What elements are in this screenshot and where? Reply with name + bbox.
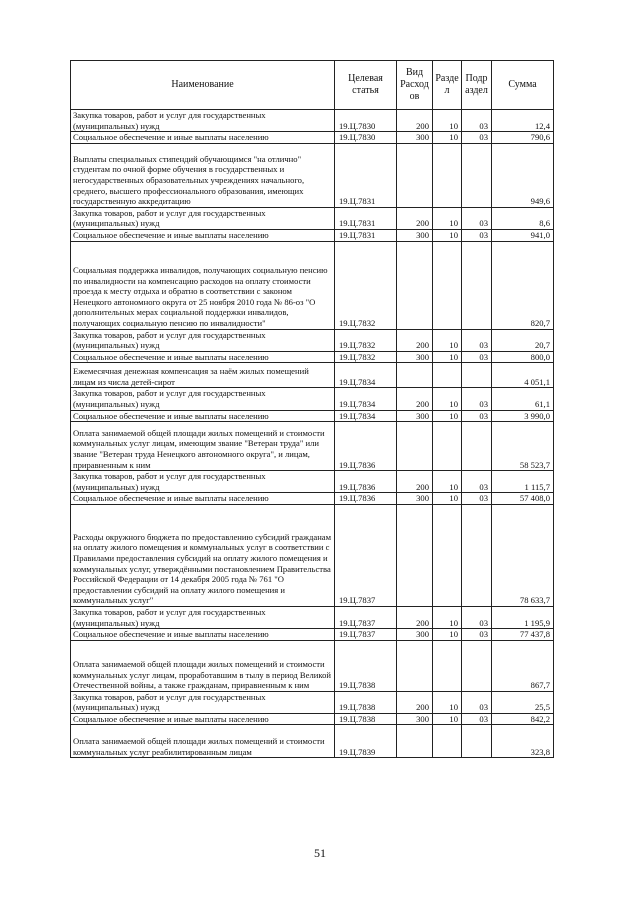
row-name-cell: Оплата занимаемой общей площади жилых помещений и стоимости коммунальных услуг лицам, имеющим звание "Ветеран труда" или звание "Ветеран труда Ненецкого автономного округа", и лицам, приравненным к ним — [71, 422, 335, 471]
table-row — [71, 110, 554, 132]
row-article-cell: 19.Ц.7834 — [335, 410, 397, 422]
row-name-cell: Закупка товаров, работ и услуг для государственных (муниципальных) нужд — [71, 329, 335, 351]
row-article-cell: 19.Ц.7834 — [335, 388, 397, 410]
row-expense-type-cell: 300 — [397, 410, 433, 422]
row-expense-type-cell — [397, 143, 433, 207]
row-article-cell: 19.Ц.7831 — [335, 207, 397, 229]
table-row — [71, 725, 554, 758]
row-expense-type-cell: 200 — [397, 691, 433, 713]
header-name: Наименование — [71, 61, 335, 110]
row-section-cell: 10 — [433, 713, 462, 725]
row-expense-type-cell: 200 — [397, 606, 433, 628]
row-sum-cell: 58 523,7 — [492, 422, 554, 471]
row-sum-cell: 25,5 — [492, 691, 554, 713]
row-name-cell: Социальное обеспечение и иные выплаты населению — [71, 493, 335, 505]
row-name-cell: Социальная поддержка инвалидов, получающих социальную пенсию по инвалидности на компенсацию расходов на оплату стоимости проезда к месту отдыха и обратно в соответствии с законом Ненецкого автономного округа от 25 ноября 2010 года № 86-оз "О дополнительных мерах социальной поддержки инвалидов, получающих социальную пенсию по инвалидности" — [71, 241, 335, 329]
row-expense-type-cell: 300 — [397, 713, 433, 725]
row-section-cell — [433, 143, 462, 207]
row-subsection-cell: 03 — [462, 713, 492, 725]
row-subsection-cell: 03 — [462, 691, 492, 713]
row-section-cell: 10 — [433, 132, 462, 144]
row-article-cell: 19.Ц.7830 — [335, 110, 397, 132]
row-expense-type-cell: 300 — [397, 493, 433, 505]
row-article-cell: 19.Ц.7838 — [335, 640, 397, 691]
row-name-cell: Закупка товаров, работ и услуг для государственных (муниципальных) нужд — [71, 606, 335, 628]
header-expense-type: Вид Расход ов — [397, 61, 433, 110]
row-name-cell: Социальное обеспечение и иные выплаты населению — [71, 132, 335, 144]
table-row — [71, 351, 554, 363]
row-expense-type-cell: 200 — [397, 110, 433, 132]
row-subsection-cell — [462, 640, 492, 691]
row-subsection-cell: 03 — [462, 132, 492, 144]
row-expense-type-cell — [397, 725, 433, 758]
row-section-cell: 10 — [433, 691, 462, 713]
row-section-cell: 10 — [433, 351, 462, 363]
budget-table-container — [70, 60, 553, 758]
row-sum-cell: 4 051,1 — [492, 363, 554, 388]
row-article-cell: 19.Ц.7838 — [335, 713, 397, 725]
row-sum-cell: 800,0 — [492, 351, 554, 363]
header-section: Разде л — [433, 61, 462, 110]
row-sum-cell: 20,7 — [492, 329, 554, 351]
row-section-cell: 10 — [433, 207, 462, 229]
row-section-cell: 10 — [433, 471, 462, 493]
row-subsection-cell: 03 — [462, 493, 492, 505]
row-section-cell: 10 — [433, 229, 462, 241]
row-sum-cell: 820,7 — [492, 241, 554, 329]
row-name-cell: Ежемесячная денежная компенсация за наём жилых помещений лицам из числа детей-сирот — [71, 363, 335, 388]
budget-table — [70, 60, 554, 758]
row-subsection-cell — [462, 363, 492, 388]
row-name-cell: Социальное обеспечение и иные выплаты населению — [71, 351, 335, 363]
row-expense-type-cell: 200 — [397, 207, 433, 229]
table-header-row — [71, 61, 554, 110]
row-article-cell: 19.Ц.7838 — [335, 691, 397, 713]
row-section-cell — [433, 363, 462, 388]
row-section-cell: 10 — [433, 629, 462, 641]
row-sum-cell: 3 990,0 — [492, 410, 554, 422]
row-article-cell: 19.Ц.7832 — [335, 351, 397, 363]
row-sum-cell: 867,7 — [492, 640, 554, 691]
row-subsection-cell — [462, 241, 492, 329]
table-row — [71, 493, 554, 505]
row-name-cell: Закупка товаров, работ и услуг для государственных (муниципальных) нужд — [71, 110, 335, 132]
row-article-cell: 19.Ц.7836 — [335, 471, 397, 493]
row-article-cell: 19.Ц.7831 — [335, 229, 397, 241]
row-section-cell: 10 — [433, 110, 462, 132]
row-section-cell — [433, 725, 462, 758]
row-sum-cell: 12,4 — [492, 110, 554, 132]
table-row — [71, 143, 554, 207]
table-row — [71, 640, 554, 691]
header-subsection: Подр аздел — [462, 61, 492, 110]
row-subsection-cell: 03 — [462, 329, 492, 351]
row-section-cell: 10 — [433, 606, 462, 628]
row-subsection-cell: 03 — [462, 629, 492, 641]
row-article-cell: 19.Ц.7830 — [335, 132, 397, 144]
row-section-cell: 10 — [433, 493, 462, 505]
row-section-cell — [433, 241, 462, 329]
row-name-cell: Закупка товаров, работ и услуг для государственных (муниципальных) нужд — [71, 471, 335, 493]
table-row — [71, 422, 554, 471]
row-subsection-cell: 03 — [462, 207, 492, 229]
row-article-cell: 19.Ц.7837 — [335, 504, 397, 606]
header-article: Целевая статья — [335, 61, 397, 110]
row-name-cell: Социальное обеспечение и иные выплаты населению — [71, 629, 335, 641]
row-sum-cell: 78 633,7 — [492, 504, 554, 606]
row-name-cell: Социальное обеспечение и иные выплаты населению — [71, 410, 335, 422]
row-article-cell: 19.Ц.7834 — [335, 363, 397, 388]
row-article-cell: 19.Ц.7837 — [335, 606, 397, 628]
row-name-cell: Оплата занимаемой общей площади жилых помещений и стоимости коммунальных услуг лицам, проработавшим в тылу в период Великой Отечественной войны, а также гражданам, приравненным к ним — [71, 640, 335, 691]
table-row — [71, 713, 554, 725]
row-subsection-cell: 03 — [462, 410, 492, 422]
row-expense-type-cell: 300 — [397, 629, 433, 641]
table-row — [71, 410, 554, 422]
row-name-cell: Оплата занимаемой общей площади жилых помещений и стоимости коммунальных услуг реабилитированным лицам — [71, 725, 335, 758]
row-expense-type-cell — [397, 504, 433, 606]
row-subsection-cell: 03 — [462, 388, 492, 410]
row-article-cell: 19.Ц.7832 — [335, 241, 397, 329]
row-subsection-cell: 03 — [462, 471, 492, 493]
row-subsection-cell — [462, 422, 492, 471]
table-row — [71, 241, 554, 329]
table-row — [71, 504, 554, 606]
row-subsection-cell: 03 — [462, 351, 492, 363]
row-name-cell: Закупка товаров, работ и услуг для государственных (муниципальных) нужд — [71, 691, 335, 713]
row-article-cell: 19.Ц.7831 — [335, 143, 397, 207]
row-expense-type-cell: 300 — [397, 132, 433, 144]
row-article-cell: 19.Ц.7832 — [335, 329, 397, 351]
row-expense-type-cell — [397, 241, 433, 329]
row-section-cell: 10 — [433, 388, 462, 410]
row-expense-type-cell — [397, 422, 433, 471]
row-sum-cell: 57 408,0 — [492, 493, 554, 505]
row-expense-type-cell: 200 — [397, 388, 433, 410]
row-subsection-cell — [462, 725, 492, 758]
row-subsection-cell: 03 — [462, 110, 492, 132]
row-subsection-cell: 03 — [462, 606, 492, 628]
row-subsection-cell — [462, 504, 492, 606]
page-number: 51 — [314, 846, 326, 860]
row-subsection-cell: 03 — [462, 229, 492, 241]
row-article-cell: 19.Ц.7836 — [335, 422, 397, 471]
row-sum-cell: 8,6 — [492, 207, 554, 229]
row-sum-cell: 77 437,8 — [492, 629, 554, 641]
row-name-cell: Социальное обеспечение и иные выплаты населению — [71, 229, 335, 241]
row-article-cell: 19.Ц.7837 — [335, 629, 397, 641]
row-sum-cell: 949,6 — [492, 143, 554, 207]
table-body — [71, 110, 554, 758]
row-name-cell: Расходы окружного бюджета по предоставлению субсидий гражданам на оплату жилого помещения и коммунальных услуг в соответствии с Правилами предоставления субсидий на оплату жилого помещения и коммунальных услуг, утверждёнными постановлением Правительства Российской Федерации от 14 декабря 2005 года № 761 "О предоставлении субсидий на оплату жилого помещения и коммунальных услуг" — [71, 504, 335, 606]
table-row — [71, 606, 554, 628]
row-sum-cell: 61,1 — [492, 388, 554, 410]
table-row — [71, 471, 554, 493]
table-row — [71, 388, 554, 410]
table-row — [71, 363, 554, 388]
row-section-cell — [433, 504, 462, 606]
row-article-cell: 19.Ц.7836 — [335, 493, 397, 505]
header-sum: Сумма — [492, 61, 554, 110]
row-name-cell: Закупка товаров, работ и услуг для государственных (муниципальных) нужд — [71, 207, 335, 229]
row-sum-cell: 1 195,9 — [492, 606, 554, 628]
row-expense-type-cell: 300 — [397, 351, 433, 363]
row-sum-cell: 941,0 — [492, 229, 554, 241]
table-row — [71, 132, 554, 144]
table-row — [71, 329, 554, 351]
row-expense-type-cell — [397, 640, 433, 691]
row-section-cell — [433, 640, 462, 691]
row-section-cell: 10 — [433, 329, 462, 351]
table-row — [71, 207, 554, 229]
row-expense-type-cell: 200 — [397, 471, 433, 493]
row-sum-cell: 842,2 — [492, 713, 554, 725]
row-sum-cell: 790,6 — [492, 132, 554, 144]
table-row — [71, 691, 554, 713]
row-expense-type-cell — [397, 363, 433, 388]
table-row — [71, 629, 554, 641]
row-expense-type-cell: 300 — [397, 229, 433, 241]
row-name-cell: Социальное обеспечение и иные выплаты населению — [71, 713, 335, 725]
row-name-cell: Выплаты специальных стипендий обучающимся "на отлично" студентам по очной форме обучения в государственных и негосударственных образовательных учреждениях начального, среднего, высшего профессионального образования, имеющих государственную аккредитацию — [71, 143, 335, 207]
row-section-cell — [433, 422, 462, 471]
row-sum-cell: 1 115,7 — [492, 471, 554, 493]
row-expense-type-cell: 200 — [397, 329, 433, 351]
table-row — [71, 229, 554, 241]
row-sum-cell: 323,8 — [492, 725, 554, 758]
row-subsection-cell — [462, 143, 492, 207]
row-section-cell: 10 — [433, 410, 462, 422]
row-article-cell: 19.Ц.7839 — [335, 725, 397, 758]
row-name-cell: Закупка товаров, работ и услуг для государственных (муниципальных) нужд — [71, 388, 335, 410]
